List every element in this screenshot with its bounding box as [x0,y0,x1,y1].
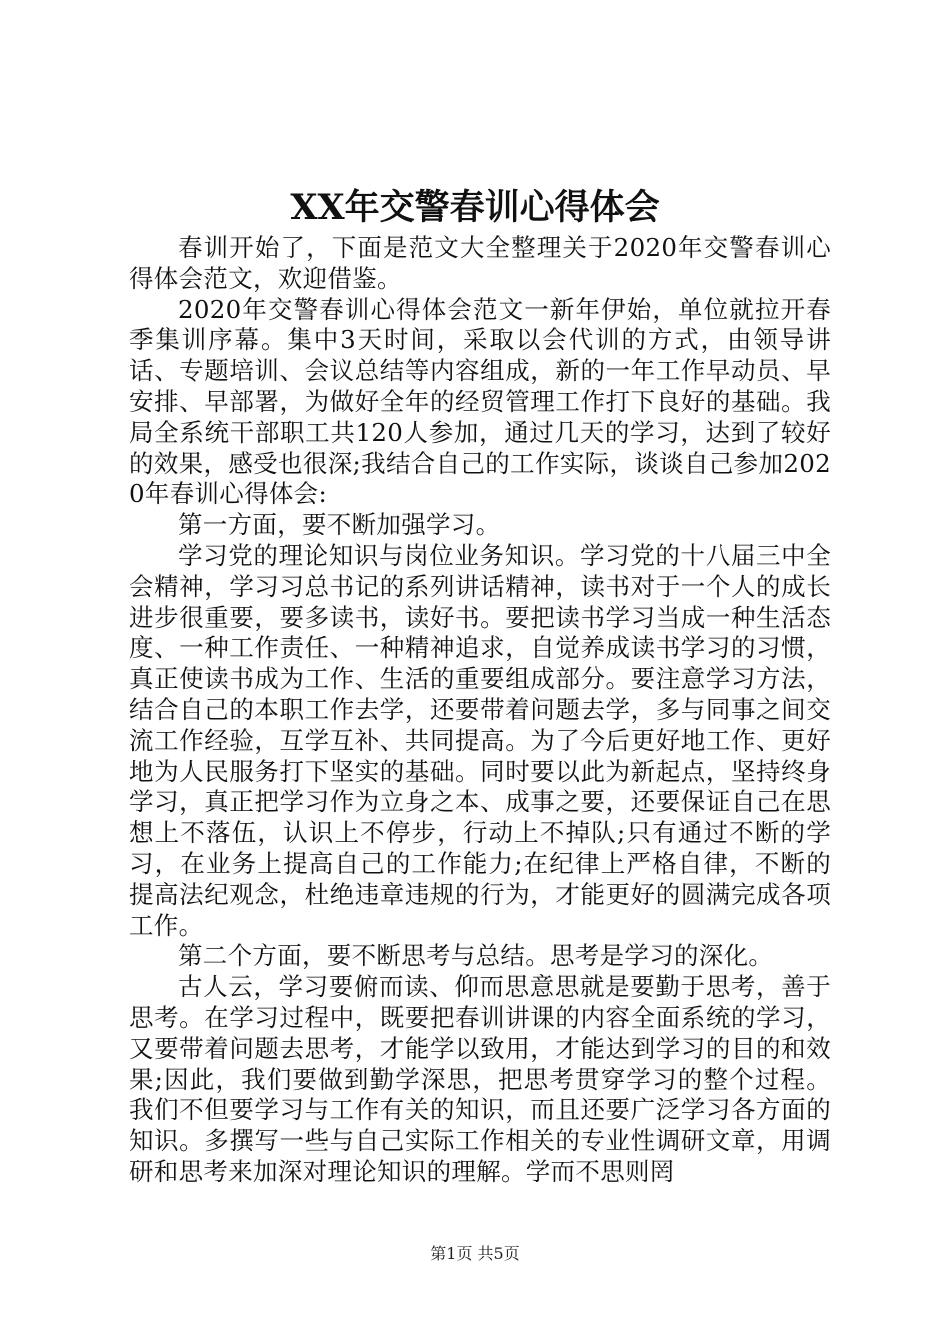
document-body [129,233,831,1188]
paragraph-heading-second: 第二个方面，要不断思考与总结。思考是学习的深化。 [178,941,774,971]
paragraph-background: 2020年交警春训心得体会范文一新年伊始，单位就拉开春季集训序幕。集中3天时间，采取以会代训的方式，由领导讲话、专题培训、会议总结等内容组成，新的一年工作早动员、早安排、早部署，为做好全年的经贸管理工作打下良好的基础。我局全系统干部职工共120人参加，通过几天的学习，达到了较好的效果，感受也很深;我结合自己的工作实际，谈谈自己参加2020年春训心得体会: [129,294,831,509]
paragraph-heading-first: 第一方面，要不断加强学习。 [178,510,501,540]
paragraph-study: 学习党的理论知识与岗位业务知识。学习党的十八届三中全会精神，学习习总书记的系列讲话精神，读书对于一个人的成长进步很重要，要多读书，读好书。要把读书学习当成一种生活态度、一种工作责任、一种精神追求，自觉养成读书学习的习惯，真正使读书成为工作、生活的重要组成部分。要注意学习方法，结合自己的本职工作去学，还要带着问题去学，多与同事之间交流工作经验，互学互补、共同提高。为了今后更好地工作、更好地为人民服务打下坚实的基础。同时要以此为新起点，坚持终身学习，真正把学习作为立身之本、成事之要，还要保证自己在思想上不落伍，认识上不停步，行动上不掉队;只有通过不断的学习，在业务上提高自己的工作能力;在纪律上严格自律，不断的提高法纪观念，杜绝违章违规的行为，才能更好的圆满完成各项工作。 [129,540,831,940]
paragraph-intro: 春训开始了，下面是范文大全整理关于2020年交警春训心得体会范文，欢迎借鉴。 [129,233,831,293]
page-footer: 第1页 共5页 [430,1244,520,1263]
paragraph-thinking: 古人云，学习要俯而读、仰而思意思就是要勤于思考，善于思考。在学习过程中，既要把春训讲课的内容全面系统的学习，又要带着问题去思考，才能学以致用，才能达到学习的目的和效果;因此，我们要做到勤学深思，把思考贯穿学习的整个过程。我们不但要学习与工作有关的知识，而且还要广泛学习各方面的知识。多撰写一些与自己实际工作相关的专业性调研文章，用调研和思考来加深对理论知识的理解。学而不思则罔 [129,972,831,1186]
document-title: XX年交警春训心得体会 [290,187,660,228]
